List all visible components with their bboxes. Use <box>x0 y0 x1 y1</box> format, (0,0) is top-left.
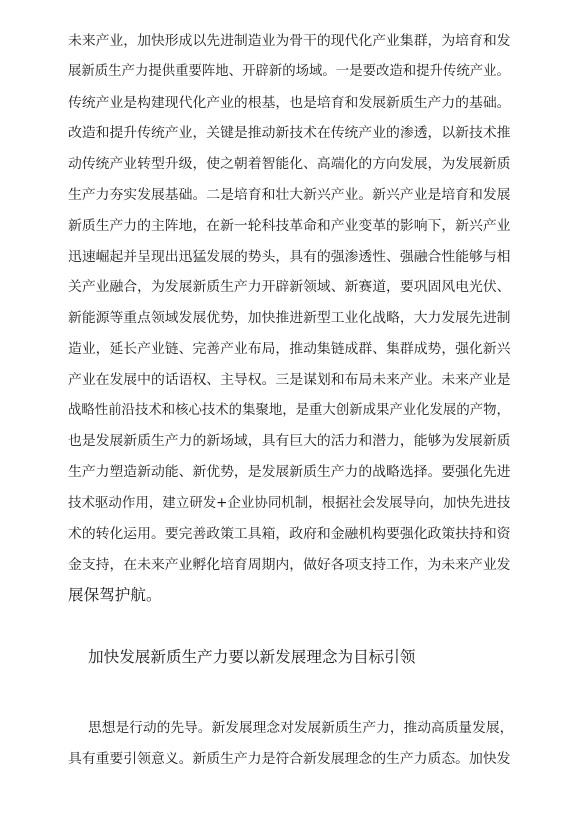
text-line: 动传统产业转型升级，使之朝着智能化、高端化的方向发展，为发展新质 <box>68 156 511 173</box>
text-line: 未来产业，加快形成以先进制造业为骨干的现代化产业集群，为培育和发 <box>68 33 511 49</box>
text-line: 造业，延长产业链、完善产业布局，推动集链成群、集群成势，强化新兴 <box>68 340 511 357</box>
text-line: 技术驱动作用，建立研发+企业协同机制，根据社会发展导向，加快先进技 <box>68 494 511 511</box>
document-page <box>68 26 514 775</box>
text-line: 新质生产力的主阵地，在新一轮科技革命和产业变革的影响下，新兴产业 <box>68 217 511 234</box>
text-line: 改造和提升传统产业，关键是推动新技术在传统产业的渗透，以新技术推 <box>68 125 511 142</box>
text-line: 生产力塑造新动能、新优势，是发展新质生产力的战略选择。要强化先进 <box>68 464 511 481</box>
body-paragraph-2 <box>68 713 514 775</box>
text-line: 战略性前沿技术和核心技术的集聚地，是重大创新成果产业化发展的产物， <box>68 402 510 418</box>
text-line: 新能源等重点领域发展优势，加快推进新型工业化战略，大力发展先进制 <box>68 310 511 327</box>
text-line: 也是发展新质生产力的新场域，具有巨大的活力和潜力，能够为发展新质 <box>68 433 511 450</box>
text-line: 金支持，在未来产业孵化培育周期内，做好各项支持工作，为未来产业发 <box>68 556 511 573</box>
text-line: 产业在发展中的话语权、主导权。三是谋划和布局未来产业。未来产业是 <box>68 371 511 388</box>
body-paragraph-1 <box>68 26 514 611</box>
text-line: 传统产业是构建现代化产业的根基，也是培育和发展新质生产力的基础。 <box>68 94 511 111</box>
text-line: 术的转化运用。要完善政策工具箱，政府和金融机构要强化政策扶持和资 <box>68 525 511 542</box>
text-line: 关产业融合，为发展新质生产力开辟新领域、新赛道，要巩固风电光伏、 <box>68 279 511 296</box>
section-heading: 加快发展新质生产力要以新发展理念为目标引领 <box>88 648 416 667</box>
text-line: 展保驾护航。 <box>68 586 162 605</box>
text-line: 具有重要引领意义。新质生产力是符合新发展理念的生产力质态。加快发 <box>68 750 511 767</box>
text-line: 展新质生产力提供重要阵地、开辟新的场域。一是要改造和提升传统产业。 <box>68 63 510 79</box>
text-line: 思想是行动的先导。新发展理念对发展新质生产力，推动高质量发展， <box>88 719 514 736</box>
text-line: 迅速崛起并呈现出迅猛发展的势头，具有的强渗透性、强融合性能够与相 <box>68 248 511 265</box>
text-line: 生产力夯实发展基础。二是培育和壮大新兴产业。新兴产业是培育和发展 <box>68 186 511 203</box>
